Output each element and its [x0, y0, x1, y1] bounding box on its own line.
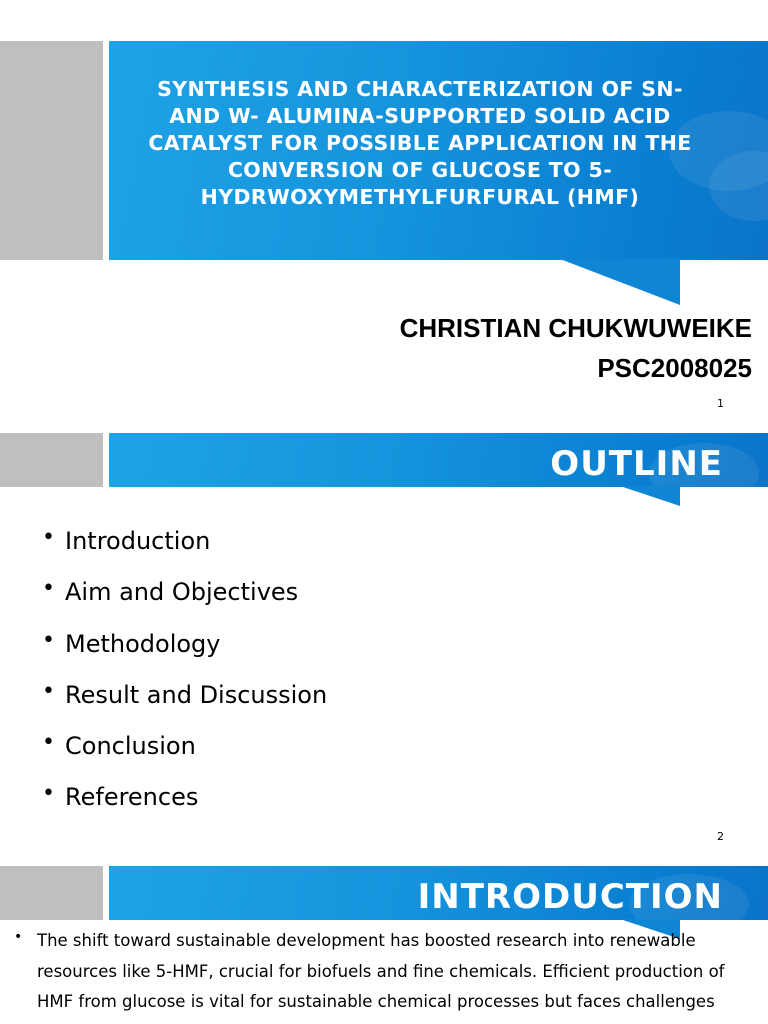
bullet-icon: •: [42, 576, 55, 602]
slide-1-gray-block: [0, 41, 103, 260]
author-id: PSC2008025: [597, 353, 752, 383]
bullet-icon: •: [42, 730, 55, 756]
slide-1-title: SYNTHESIS AND CHARACTERIZATION OF SN- AND W- ALUMINA-SUPPORTED SOLID ACID CATALYST FOR POSSIBLE APPLICATION IN THE CONVERSION OF GLUCOSE TO 5-HYDRWOXYMETHYLFURFURAL (HMF): [148, 77, 692, 209]
slide-2-callout-tail: [620, 486, 682, 508]
author-name: CHRISTIAN CHUKWUWEIKE: [399, 313, 752, 343]
outline-list: [42, 521, 327, 829]
list-item: • References: [42, 777, 327, 828]
list-item: • Result and Discussion: [42, 675, 327, 726]
bullet-icon: •: [14, 929, 23, 945]
slide-2-title: OUTLINE: [550, 444, 723, 484]
intro-text: The shift toward sustainable development has boosted research into renewable resources like 5-HMF, crucial for biofuels and fine chemicals. Efficient production of HMF from glucose is vital for sustainable chemical processes but faces challenges: [37, 931, 725, 1011]
bullet-icon: •: [42, 525, 55, 550]
list-item: • Conclusion: [42, 726, 327, 777]
bullet-icon: •: [42, 627, 55, 653]
list-item: • Introduction: [42, 521, 327, 572]
bullet-icon: •: [42, 678, 55, 704]
slide-1-page-number: 1: [717, 397, 724, 410]
slide-1-callout-tail: [560, 259, 682, 307]
slide-3-gray-block: [0, 866, 103, 920]
intro-paragraph: [14, 926, 759, 1018]
slide-3-title: INTRODUCTION: [417, 877, 723, 917]
bullet-icon: •: [42, 781, 55, 807]
list-item: • Methodology: [42, 624, 327, 675]
list-item: • Aim and Objectives: [42, 572, 327, 623]
slide-2-gray-block: [0, 433, 103, 487]
slide-2-page-number: 2: [717, 830, 724, 843]
